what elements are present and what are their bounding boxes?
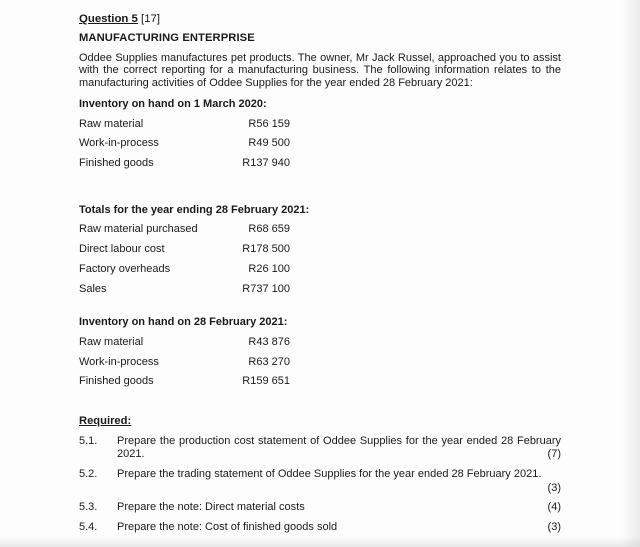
row-value: R178 500: [242, 243, 290, 255]
row-value: R137 940: [242, 157, 290, 169]
row-label: Raw material: [79, 336, 144, 348]
row-value: R63 270: [248, 356, 290, 368]
row-label: Raw material: [79, 118, 144, 130]
question-label: Question 5: [79, 13, 138, 25]
task-text: Prepare the note: Cost of finished goods sold: [117, 521, 338, 533]
task-marks: (4): [547, 501, 561, 513]
task-marks: (3): [547, 521, 561, 533]
opening-inventory-heading: Inventory on hand on 1 March 2020:: [79, 98, 267, 110]
row-value: R68 659: [248, 223, 290, 235]
row-value: R737 100: [242, 283, 290, 295]
task-marks: (7): [547, 448, 561, 460]
totals-row: [79, 223, 319, 237]
task-text: Prepare the trading statement of Oddee Supplies for the year ended 28 February 2021.: [117, 468, 542, 480]
task-number: 5.3.: [79, 501, 98, 513]
question-heading: [79, 13, 160, 26]
closing-inventory-heading: Inventory on hand on 28 February 2021:: [79, 316, 288, 328]
task-item: [79, 501, 561, 515]
task-item: [79, 468, 561, 496]
closing-inventory-row: [79, 336, 319, 350]
opening-inventory-row: [79, 157, 319, 171]
row-label: Work-in-process: [79, 137, 159, 149]
row-value: R26 100: [248, 263, 290, 275]
task-number: 5.4.: [79, 521, 98, 533]
row-label: Finished goods: [79, 157, 154, 169]
row-value: R159 651: [242, 375, 290, 387]
closing-inventory-row: [79, 356, 319, 370]
task-text: Prepare the note: Direct material costs: [117, 501, 305, 513]
task-number: 5.2.: [79, 468, 98, 480]
row-label: Sales: [79, 283, 107, 295]
opening-inventory-row: [79, 118, 319, 132]
row-value: R56 159: [248, 118, 290, 130]
page-bottom-shadow: [0, 537, 640, 547]
row-label: Finished goods: [79, 375, 154, 387]
row-label: Factory overheads: [79, 263, 171, 275]
totals-row: [79, 283, 319, 297]
task-item: [79, 521, 561, 535]
totals-row: [79, 243, 319, 257]
totals-heading: Totals for the year ending 28 February 2021:: [79, 204, 310, 216]
intro-paragraph: Oddee Supplies manufactures pet products. The owner, Mr Jack Russel, approached you to assist with the correct reporting for a manufacturing business. The following information relates to the manufacturing activities of Oddee Supplies for the year ended 28 February 2021:: [79, 52, 561, 89]
row-value: R43 876: [248, 336, 290, 348]
closing-inventory-row: [79, 375, 319, 389]
row-label: Work-in-process: [79, 356, 159, 368]
row-label: Raw material purchased: [79, 223, 198, 235]
task-item: [79, 435, 561, 463]
totals-row: [79, 263, 319, 277]
opening-inventory-row: [79, 137, 319, 151]
required-heading: Required:: [79, 415, 132, 427]
question-total-marks: [17]: [141, 13, 161, 25]
row-value: R49 500: [248, 137, 290, 149]
row-label: Direct labour cost: [79, 243, 165, 255]
task-number: 5.1.: [79, 435, 98, 447]
section-title: MANUFACTURING ENTERPRISE: [79, 32, 255, 44]
page-edge-shadow: [622, 0, 640, 547]
task-marks: (3): [547, 482, 561, 494]
task-text: Prepare the production cost statement of Oddee Supplies for the year ended 28 February 2021.: [117, 435, 561, 460]
